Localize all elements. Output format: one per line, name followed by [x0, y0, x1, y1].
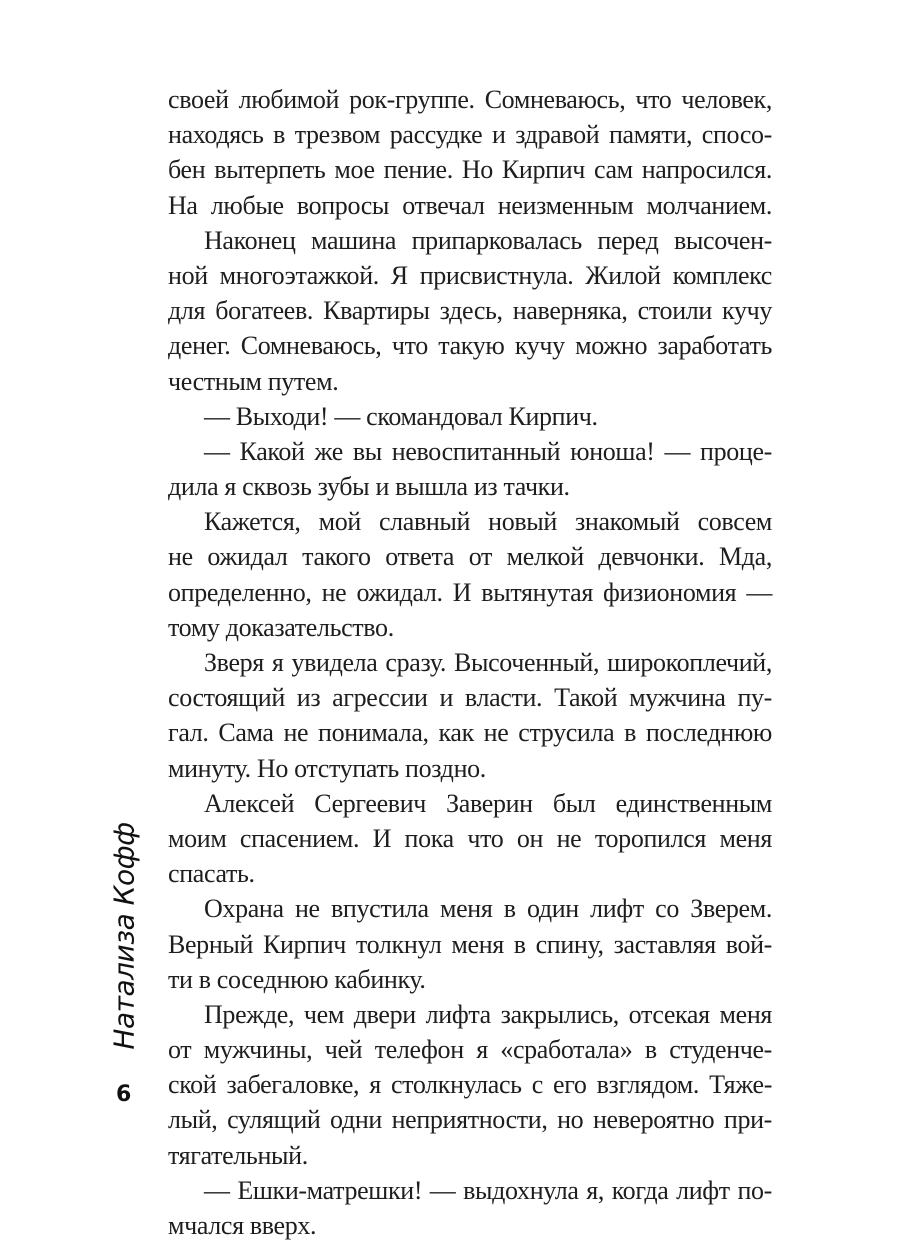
text-line: ной многоэтажкой. Я присвистнула. Жилой комплекс — [168, 260, 772, 290]
text-line: Зверя я увидела сразу. Высоченный, широкоплечий, — [204, 648, 772, 677]
text-line: ти в соседнюю кабинку. — [168, 964, 426, 994]
text-line: — Какой же вы невоспитанный юноша! — проце- — [204, 436, 772, 466]
text-line: не ожидал такого ответа от мелкой девчонки. Мда, — [168, 542, 772, 572]
text-line: состоящий из агрессии и власти. Такой мужчина пу- — [168, 683, 772, 713]
text-line: определенно, не ожидал. И вытянутая физиономия — — [168, 577, 772, 607]
text-line: бен вытерпеть мое пение. Но Кирпич сам напросился. — [168, 155, 772, 185]
author-name: Натализа Кофф — [107, 822, 141, 1050]
text-line: от мужчины, чей телефон я «сработала» в студенче- — [168, 1035, 772, 1065]
running-head-author — [102, 822, 146, 1050]
text-line: Прежде, чем двери лифта закрылись, отсекая меня — [204, 999, 772, 1029]
page-number: 6 — [116, 1082, 132, 1107]
text-line: Алексей Сергеевич Заверин был единственным — [204, 788, 772, 818]
text-line: — Выходи! — скомандовал Кирпич. — [204, 401, 598, 431]
text-line: спасать. — [168, 859, 255, 889]
text-line: дила я сквозь зубы и вышла из тачки. — [168, 472, 570, 502]
text-line: гал. Сама не понимала, как не струсила в последнюю — [168, 718, 772, 748]
text-line: денег. Сомневаюсь, что такую кучу можно заработать — [168, 331, 772, 361]
text-line: Наконец машина припарковалась перед высочен- — [204, 225, 772, 255]
text-line: На любые вопросы отвечал неизменным молчанием. — [168, 190, 772, 220]
text-line: честным путем. — [168, 366, 339, 396]
text-line: — Ешки-матрешки! — выдохнула я, когда лифт по- — [204, 1175, 772, 1205]
text-line: для богатеев. Квартиры здесь, наверняка, стоили кучу — [168, 296, 772, 326]
text-line: лый, сулящий одни неприятности, но невероятно при- — [168, 1105, 772, 1135]
text-line: своей любимой рок-группе. Сомневаюсь, что человек, — [168, 85, 772, 114]
text-line: моим спасением. И пока что он не торопился меня — [168, 823, 772, 853]
text-line: тягательный. — [168, 1140, 308, 1170]
text-line: находясь в трезвом рассудке и здравой памяти, спосо- — [168, 120, 772, 150]
text-line: ской забегаловке, я столкнулась с его взглядом. Тяже- — [168, 1070, 772, 1100]
text-line: тому доказательство. — [168, 612, 394, 642]
body-text — [168, 82, 772, 1243]
text-line: Верный Кирпич толкнул меня в спину, заставляя вой- — [168, 929, 772, 959]
text-line: Охрана не впустила меня в один лифт со Зверем. — [204, 894, 772, 924]
text-line: Кажется, мой славный новый знакомый совсем — [204, 507, 772, 537]
text-line: минуту. Но отступать поздно. — [168, 753, 486, 783]
text-line: мчался вверх. — [168, 1211, 317, 1240]
